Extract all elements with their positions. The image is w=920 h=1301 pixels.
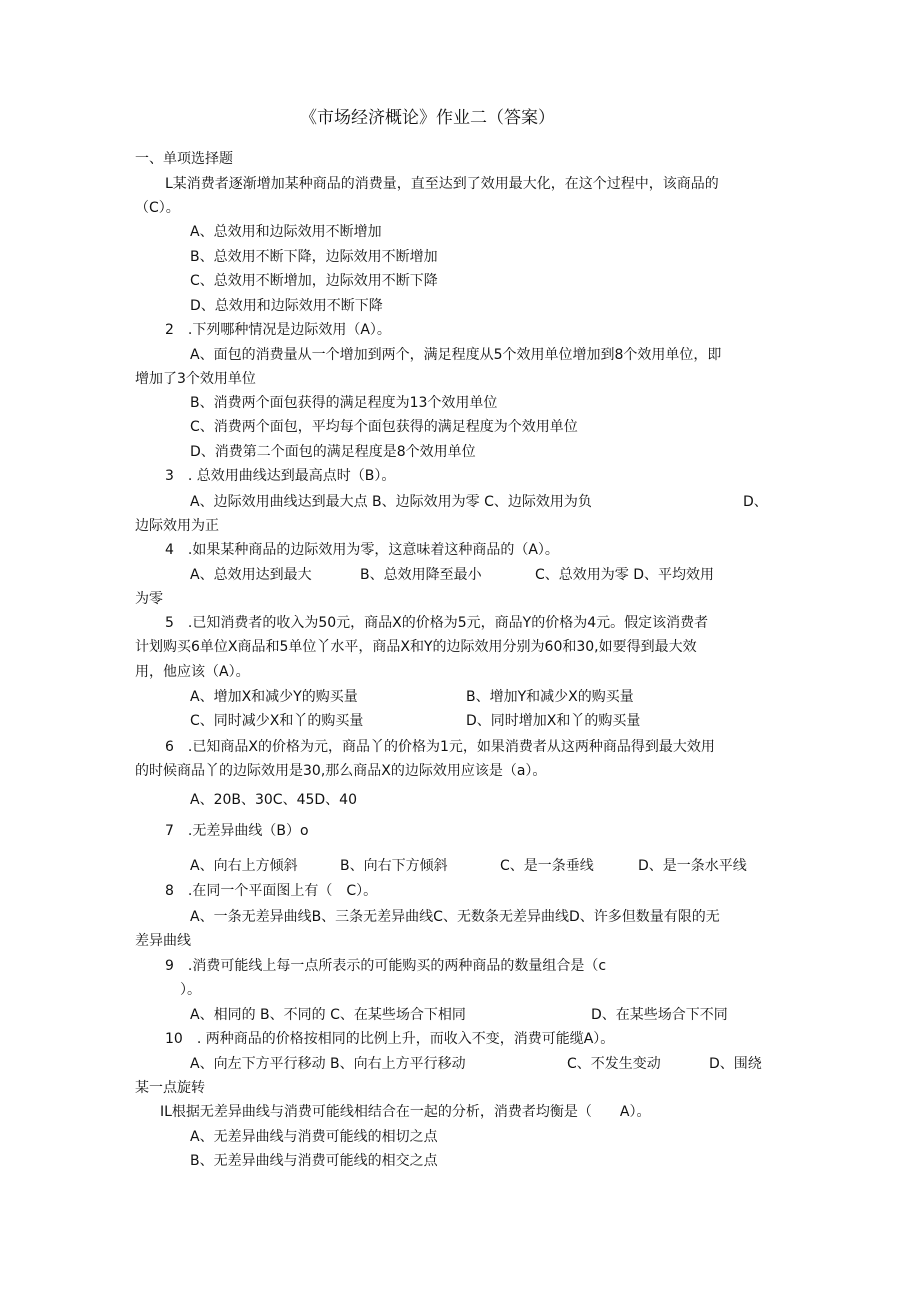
question-7-option-d: D、是一条水平线 [638, 858, 747, 874]
question-11-stem: IL根据无差异曲线与消费可能线相结合在一起的分析，消费者均衡是（ A）。 [160, 1104, 651, 1120]
question-2-option-d: D、消费第二个面包的满足程度是8个效用单位 [190, 444, 476, 460]
question-5-option-d: D、同时增加X和丫的购买量 [466, 713, 641, 729]
question-7-option-b: B、向右下方倾斜 [340, 858, 448, 874]
question-5-option-a: A、增加X和减少Y的购买量 [190, 689, 358, 705]
question-8-options: A、一条无差异曲线B、三条无差异曲线C、无数条无差异曲线D、许多但数量有限的无 [190, 909, 720, 925]
question-2-option-b: B、消费两个面包获得的满足程度为13个效用单位 [190, 395, 498, 411]
question-10-option-d-cont: 某一点旋转 [135, 1080, 205, 1096]
question-4-option-cd: C、总效用为零 D、平均效用 [535, 567, 715, 583]
question-11-option-b: B、无差异曲线与消费可能线的相交之点 [190, 1153, 438, 1169]
question-1-option-b: B、总效用不断下降，边际效用不断增加 [190, 249, 438, 265]
question-5-stem-line2: 计划购买6单位X商品和5单位丫水平，商品X和Y的边际效用分别为60和30,如要得到最大效 [135, 639, 697, 655]
document-title: 《市场经济概论》作业二（答案） [300, 108, 555, 128]
question-10-option-c: C、不发生变动 [567, 1056, 661, 1072]
question-9-options: A、相同的 B、不同的 C、在某些场合下相同 [190, 1007, 466, 1023]
question-2-stem: 2 .下列哪种情况是边际效用（A）。 [165, 322, 391, 338]
question-2-option-a-cont: 增加了3个效用单位 [135, 371, 256, 387]
question-6-stem-line2: 的时候商品丫的边际效用是30,那么商品X的边际效用应该是（a）。 [135, 763, 547, 779]
question-5-option-c: C、同时减少X和丫的购买量 [190, 713, 364, 729]
question-3-option-d-text: 边际效用为正 [135, 518, 219, 534]
question-1-stem-line1: L某消费者逐渐增加某种商品的消费量，直至达到了效用最大化，在这个过程中，该商品的 [165, 176, 719, 192]
question-6-stem-line1: 6 .已知商品X的价格为元，商品丫的价格为1元，如果消费者从这两种商品得到最大效用 [165, 739, 715, 755]
question-7-stem: 7 .无差异曲线（B）o [165, 823, 309, 839]
question-1-option-d: D、总效用和边际效用不断下降 [190, 298, 383, 314]
question-1-option-a: A、总效用和边际效用不断增加 [190, 224, 382, 240]
question-4-option-a: A、总效用达到最大 [190, 567, 312, 583]
question-3-option-d-label: D、 [743, 494, 768, 510]
question-3-options: A、边际效用曲线达到最大点 B、边际效用为零 C、边际效用为负 [190, 494, 592, 510]
question-9-option-d: D、在某些场合下不同 [591, 1007, 728, 1023]
question-5-option-b: B、增加Y和减少X的购买量 [466, 689, 634, 705]
question-10-stem: 10 . 两种商品的价格按相同的比例上升，而收入不变，消费可能缆A）。 [165, 1031, 615, 1047]
question-4-option-b: B、总效用降至最小 [360, 567, 482, 583]
question-4-option-d-cont: 为零 [135, 591, 163, 607]
question-6-options: A、20B、30C、45D、40 [190, 792, 357, 808]
question-11-option-a: A、无差异曲线与消费可能线的相切之点 [190, 1129, 438, 1145]
question-9-stem-line1: 9 .消费可能线上每一点所表示的可能购买的两种商品的数量组合是（c [165, 958, 607, 974]
question-2-option-c: C、消费两个面包，平均每个面包获得的满足程度为个效用单位 [190, 419, 578, 435]
question-7-option-c: C、是一条垂线 [500, 858, 594, 874]
question-5-stem-line3: 用，他应该（A）。 [135, 664, 250, 680]
question-1-stem-line2: （C）。 [135, 200, 180, 216]
question-4-stem: 4 .如果某种商品的边际效用为零，这意味着这种商品的（A）。 [165, 542, 559, 558]
question-5-stem-line1: 5 .已知消费者的收入为50元，商品X的价格为5元，商品Y的价格为4元。假定该消费者 [165, 615, 709, 631]
question-8-stem: 8 .在同一个平面图上有（ C）。 [165, 883, 378, 899]
question-8-options-cont: 差异曲线 [135, 933, 191, 949]
question-3-stem: 3 . 总效用曲线达到最高点时（B）。 [165, 468, 396, 484]
question-1-option-c: C、总效用不断增加，边际效用不断下降 [190, 273, 438, 289]
section-heading: 一、单项选择题 [135, 151, 233, 167]
question-2-option-a: A、面包的消费量从一个增加到两个，满足程度从5个效用单位增加到8个效用单位，即 [190, 347, 722, 363]
question-10-options: A、向左下方平行移动 B、向右上方平行移动 [190, 1056, 466, 1072]
question-9-stem-line2: ）。 [180, 982, 201, 998]
question-7-option-a: A、向右上方倾斜 [190, 858, 298, 874]
question-10-option-d: D、围绕 [709, 1056, 762, 1072]
